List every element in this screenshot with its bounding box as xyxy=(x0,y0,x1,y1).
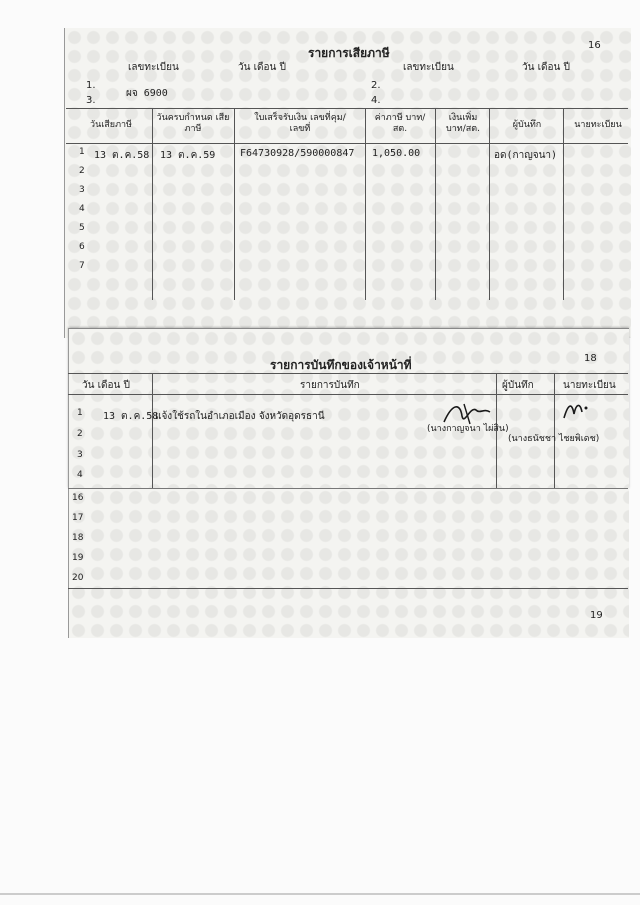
entry-number-3: 3. xyxy=(86,95,96,106)
header-right-date: วัน เดือน ปี xyxy=(522,62,570,73)
row-number: 1 xyxy=(77,408,83,418)
col-header-due-date: วันครบกำหนด เสียภาษี xyxy=(156,113,230,134)
row-number: 3 xyxy=(77,450,83,460)
tax-section-title: รายการเสียภาษี xyxy=(308,46,390,60)
paid-date-value: 13 ต.ค.58 xyxy=(94,150,150,161)
col-header-receipt: ใบเสร็จรับเงิน เลขที่คุม/เลขที่ xyxy=(254,113,346,134)
col-header-surcharge: เงินเพิ่ม บาท/สต. xyxy=(446,113,480,134)
page-number-18: 18 xyxy=(584,353,597,364)
note-text-value: แจ้งใช้รถในอำเภอเมือง จังหวัดอุดรธานี xyxy=(155,411,325,422)
lower-record-sheet xyxy=(68,488,629,638)
tax-col-divider xyxy=(435,108,436,300)
tax-table-header-border xyxy=(66,143,628,144)
row-number: 3 xyxy=(79,185,85,195)
col-header-registrar: นายทะเบียน xyxy=(574,120,622,130)
row-number: 4 xyxy=(77,470,83,480)
row-number: 2 xyxy=(77,429,83,439)
receipt-number-value: F64730928/590000847 xyxy=(240,148,355,159)
col-header-date: วัน เดือน ปี xyxy=(82,380,130,391)
col-header-officer-recorder: ผู้บันทึก xyxy=(502,380,534,391)
note-date-value: 13 ต.ค.58 xyxy=(103,411,159,422)
registrar-signature xyxy=(560,398,590,424)
row-number: 17 xyxy=(72,513,84,523)
row-number: 18 xyxy=(72,533,84,543)
registrar-name: (นางธนัชชา ไชยพิเดช) xyxy=(508,434,600,444)
entry-number-4: 4. xyxy=(371,95,381,106)
tax-col-divider xyxy=(152,108,153,300)
row-number: 6 xyxy=(79,242,85,252)
lower-table-bottom-border xyxy=(68,588,628,589)
col-header-officer-registrar: นายทะเบียน xyxy=(563,380,616,391)
page-number-19: 19 xyxy=(590,610,603,621)
tax-amount-value: 1,050.00 xyxy=(372,148,421,159)
scan-bottom-edge xyxy=(0,893,640,895)
col-header-note: รายการบันทึก xyxy=(300,380,360,391)
row-number: 16 xyxy=(72,493,84,503)
row-number: 7 xyxy=(79,261,85,271)
row-number: 19 xyxy=(72,553,84,563)
tax-table-top-border xyxy=(66,108,628,109)
col-header-recorder: ผู้บันทึก xyxy=(512,120,542,130)
tax-col-divider xyxy=(563,108,564,300)
header-right-reg: เลขทะเบียน xyxy=(403,62,454,73)
tax-col-divider xyxy=(489,108,490,300)
officer-section-title: รายการบันทึกของเจ้าหน้าที่ xyxy=(270,358,412,372)
row-number: 4 xyxy=(79,204,85,214)
row-number: 1 xyxy=(79,147,85,157)
recorder-value: อด(กาญจนา) xyxy=(494,150,558,161)
tax-col-divider xyxy=(234,108,235,300)
row-number: 2 xyxy=(79,166,85,176)
recorder-name: (นางกาญจนา ไผ่สิน) xyxy=(427,424,509,434)
sheet-overlap-edge xyxy=(68,488,628,489)
plate-number: ผจ 6900 xyxy=(126,88,168,99)
tax-col-divider xyxy=(365,108,366,300)
header-left-reg: เลขทะเบียน xyxy=(128,62,179,73)
due-date-value: 13 ต.ค.59 xyxy=(160,150,216,161)
entry-number-2: 2. xyxy=(371,80,381,91)
page-number-16: 16 xyxy=(588,40,601,51)
header-left-date: วัน เดือน ปี xyxy=(238,62,286,73)
entry-number-1: 1. xyxy=(86,80,96,91)
col-header-tax: ค่าภาษี บาท/สต. xyxy=(374,113,426,134)
row-number: 20 xyxy=(72,573,84,583)
col-header-paid-date: วันเสียภาษี xyxy=(90,120,132,130)
row-number: 5 xyxy=(79,223,85,233)
